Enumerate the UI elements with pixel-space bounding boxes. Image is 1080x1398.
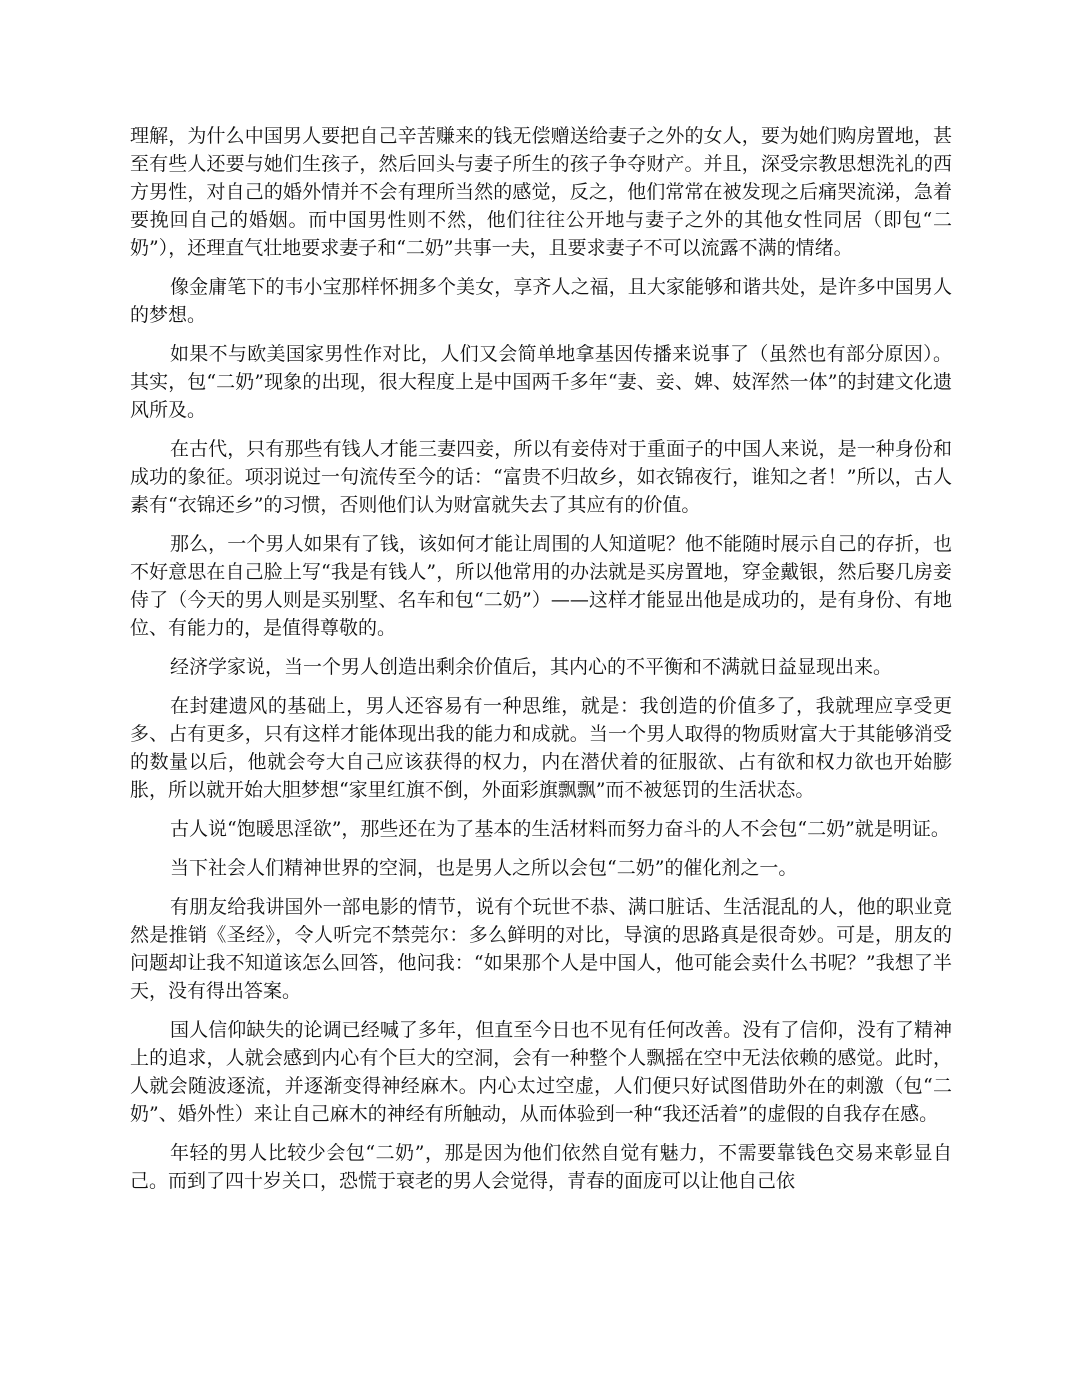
paragraph-5: 那么，一个男人如果有了钱，该如何才能让周围的人知道呢？他不能随时展示自己的存折，也不好意思在自己脸上写“我是有钱人”，所以他常用的办法就是买房置地，穿金戴银，然后娶几房妾侍了（今天的男人则是买别墅、名车和包“二奶”）——这样才能显出他是成功的，是有身份、有地位、有能力的，是值得尊敬的。 (130, 533, 952, 639)
paragraph-3: 如果不与欧美国家男性作对比，人们又会简单地拿基因传播来说事了（虽然也有部分原因）。其实，包“二奶”现象的出现，很大程度上是中国两千多年“妻、妾、婢、妓浑然一体”的封建文化遗风所及。 (130, 343, 952, 421)
paragraph-9: 当下社会人们精神世界的空洞，也是男人之所以会包“二奶”的催化剂之一。 (170, 857, 798, 879)
document-page (130, 122, 952, 1206)
paragraph-4: 在古代，只有那些有钱人才能三妻四妾，所以有妾侍对于重面子的中国人来说，是一种身份和成功的象征。项羽说过一句流传至今的话：“富贵不归故乡，如衣锦夜行，谁知之者！”所以，古人素有“衣锦还乡”的习惯，否则他们认为财富就失去了其应有的价值。 (130, 438, 952, 516)
paragraph-12: 年轻的男人比较少会包“二奶”，那是因为他们依然自觉有魅力，不需要靠钱色交易来彰显自己。而到了四十岁关口，恐慌于衰老的男人会觉得，青春的面庞可以让他自己依 (130, 1142, 952, 1192)
paragraph-1: 理解，为什么中国男人要把自己辛苦赚来的钱无偿赠送给妻子之外的女人，要为她们购房置地，甚至有些人还要与她们生孩子，然后回头与妻子所生的孩子争夺财产。并且，深受宗教思想洗礼的西方男性，对自己的婚外情并不会有理所当然的感觉，反之，他们常常在被发现之后痛哭流涕，急着要挽回自己的婚姻。而中国男性则不然，他们往往公开地与妻子之外的其他女性同居（即包“二奶”），还理直气壮地要求妻子和“二奶”共事一夫，且要求妻子不可以流露不满的情绪。 (130, 125, 952, 259)
paragraph-7: 在封建遗风的基础上，男人还容易有一种思维，就是：我创造的价值多了，我就理应享受更多、占有更多，只有这样才能体现出我的能力和成就。当一个男人取得的物质财富大于其能够消受的数量以后，他就会夸大自己应该获得的权力，内在潜伏着的征服欲、占有欲和权力欲也开始膨胀，所以就开始大胆梦想“家里红旗不倒，外面彩旗飘飘”而不被惩罚的生活状态。 (130, 695, 952, 801)
paragraph-10: 有朋友给我讲国外一部电影的情节，说有个玩世不恭、满口脏话、生活混乱的人，他的职业竟然是推销《圣经》，令人听完不禁莞尔：多么鲜明的对比，导演的思路真是很奇妙。可是，朋友的问题却让我不知道该怎么回答，他问我：“如果那个人是中国人，他可能会卖什么书呢？”我想了半天，没有得出答案。 (130, 896, 952, 1002)
paragraph-6: 经济学家说，当一个男人创造出剩余价值后，其内心的不平衡和不满就日益显现出来。 (170, 656, 893, 678)
paragraph-11: 国人信仰缺失的论调已经喊了多年，但直至今日也不见有任何改善。没有了信仰，没有了精神上的追求，人就会感到内心有个巨大的空洞，会有一种整个人飘摇在空中无法依赖的感觉。此时，人就会随波逐流，并逐渐变得神经麻木。内心太过空虚，人们便只好试图借助外在的刺激（包“二奶”、婚外性）来让自己麻木的神经有所触动，从而体验到一种“我还活着”的虚假的自我存在感。 (130, 1019, 952, 1125)
paragraph-2: 像金庸笔下的韦小宝那样怀拥多个美女，享齐人之福，且大家能够和谐共处，是许多中国男人的梦想。 (130, 276, 952, 326)
paragraph-8: 古人说“饱暖思淫欲”，那些还在为了基本的生活材料而努力奋斗的人不会包“二奶”就是明证。 (170, 818, 950, 840)
